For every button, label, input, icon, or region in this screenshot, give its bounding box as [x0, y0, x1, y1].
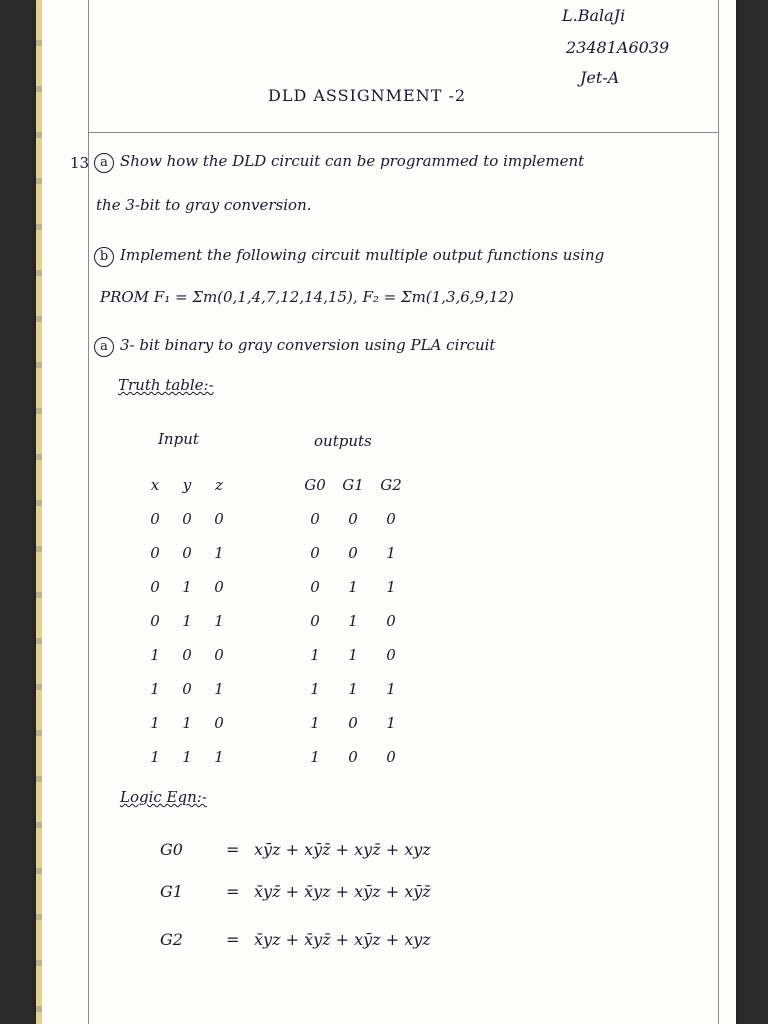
table-cell: 0: [348, 748, 358, 766]
table-cell: 1: [214, 544, 224, 562]
table-cell: 1: [386, 714, 396, 732]
table-cell: 1: [348, 680, 358, 698]
table-cell: 1: [348, 612, 358, 630]
table-cell: 1: [310, 748, 320, 766]
table-cell: 1: [182, 612, 192, 630]
part-b-line1: Implement the following circuit multiple output functions using: [120, 246, 605, 264]
table-cell: 0: [150, 544, 160, 562]
table-cell: 1: [310, 680, 320, 698]
table-cell: 0: [386, 748, 396, 766]
table-cell: 0: [150, 612, 160, 630]
roll-number: 23481A6039: [566, 38, 670, 57]
truth-table-title: Truth table:-: [118, 376, 214, 394]
table-cell: 1: [214, 680, 224, 698]
table-cell: 0: [150, 510, 160, 528]
table-header-g2: G2: [380, 476, 402, 494]
table-cell: 0: [214, 714, 224, 732]
equation-rhs: x̄yz̄ + x̄yz + xȳz + xȳz̄: [254, 882, 431, 901]
table-cell: 0: [386, 612, 396, 630]
assignment-title: DLD ASSIGNMENT -2: [268, 86, 467, 105]
table-cell: 0: [310, 510, 320, 528]
table-cell: 0: [348, 510, 358, 528]
table-cell: 0: [386, 510, 396, 528]
table-cell: 1: [310, 714, 320, 732]
input-label: Input: [158, 430, 199, 448]
part-a-line2: the 3-bit to gray conversion.: [96, 196, 312, 214]
table-cell: 0: [214, 646, 224, 664]
question-number: 13: [70, 154, 90, 172]
table-cell: 0: [214, 578, 224, 596]
table-cell: 1: [150, 646, 160, 664]
answer-heading-text: 3- bit binary to gray conversion using PLA circuit: [120, 336, 496, 354]
equation-equals: =: [226, 930, 240, 949]
table-header-z: z: [215, 476, 223, 494]
table-cell: 1: [182, 714, 192, 732]
table-cell: 1: [182, 748, 192, 766]
table-cell: 0: [150, 578, 160, 596]
table-cell: 0: [182, 544, 192, 562]
student-name: L.BalaJi: [562, 6, 626, 25]
header-rule: [88, 132, 718, 133]
table-cell: 1: [182, 578, 192, 596]
table-cell: 1: [386, 544, 396, 562]
equation-lhs: G0: [160, 840, 183, 859]
section: Jet-A: [580, 68, 620, 87]
table-header-g0: G0: [304, 476, 326, 494]
table-cell: 0: [182, 680, 192, 698]
answer-heading: [94, 336, 495, 357]
equation-equals: =: [226, 840, 240, 859]
table-cell: 1: [348, 578, 358, 596]
part-a-question: [94, 152, 584, 173]
logic-title: Logic Eqn:-: [120, 788, 207, 806]
table-cell: 1: [348, 646, 358, 664]
table-header-y: y: [182, 476, 192, 494]
table-cell: 1: [214, 748, 224, 766]
table-cell: 1: [150, 714, 160, 732]
part-b-label: b: [94, 247, 114, 267]
table-header-x: x: [150, 476, 160, 494]
table-cell: 1: [386, 680, 396, 698]
table-cell: 1: [214, 612, 224, 630]
answer-label: a: [94, 337, 114, 357]
table-cell: 0: [182, 510, 192, 528]
page-binding: [36, 0, 42, 1024]
table-cell: 1: [310, 646, 320, 664]
table-cell: 0: [386, 646, 396, 664]
table-cell: 0: [348, 544, 358, 562]
table-cell: 1: [386, 578, 396, 596]
table-cell: 0: [310, 612, 320, 630]
table-cell: 0: [310, 544, 320, 562]
part-b-question: [94, 246, 604, 267]
table-cell: 0: [214, 510, 224, 528]
equation-lhs: G2: [160, 930, 183, 949]
output-label: outputs: [314, 432, 372, 450]
equation-equals: =: [226, 882, 240, 901]
equation-rhs: x̄yz + x̄yz̄ + xȳz + xyz: [254, 930, 431, 949]
equation-lhs: G1: [160, 882, 183, 901]
part-a-label: a: [94, 153, 114, 173]
equation-rhs: xȳz + xȳz̄ + xyz̄ + xyz: [254, 840, 431, 859]
table-cell: 1: [150, 680, 160, 698]
table-cell: 1: [150, 748, 160, 766]
part-a-line1: Show how the DLD circuit can be programmed to implement: [120, 152, 585, 170]
table-header-g1: G1: [342, 476, 364, 494]
table-cell: 0: [182, 646, 192, 664]
table-cell: 0: [310, 578, 320, 596]
right-margin-line: [718, 0, 719, 1024]
table-cell: 0: [348, 714, 358, 732]
part-b-line2: PROM F₁ = Σm(0,1,4,7,12,14,15), F₂ = Σm(1,3,6,9,12): [100, 288, 514, 306]
